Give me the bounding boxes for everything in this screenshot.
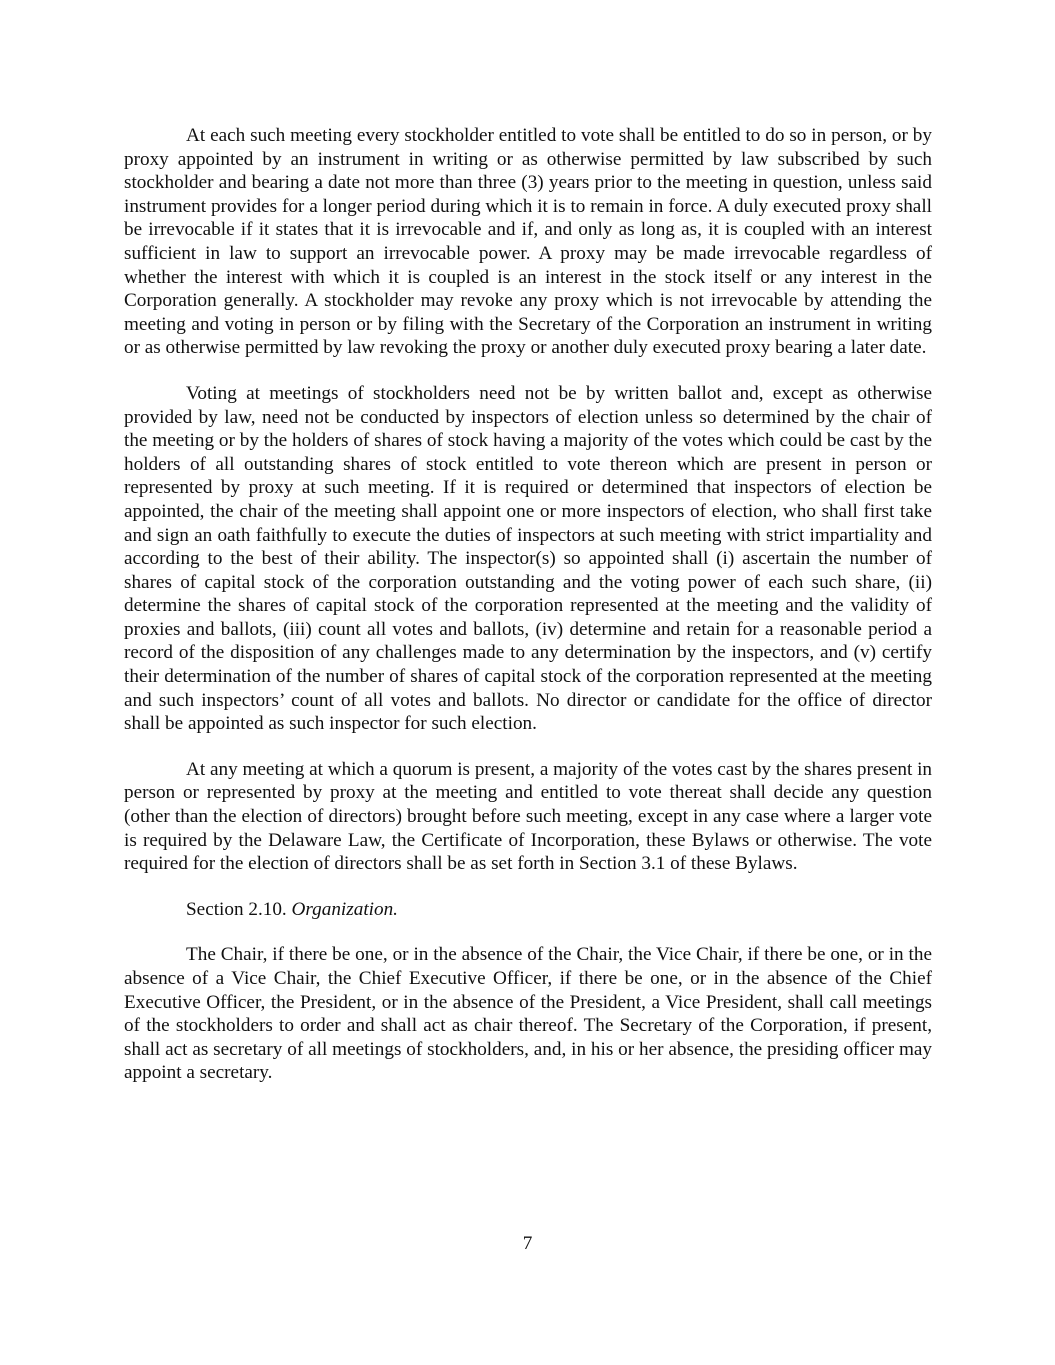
page-body bbox=[124, 124, 932, 1107]
section-heading-organization bbox=[124, 898, 932, 922]
section-number: Section 2.10. bbox=[186, 898, 287, 920]
paragraph-proxy-voting: At each such meeting every stockholder entitled to vote shall be entitled to do so in person, or by proxy appointed by an instrument in writing or as otherwise permitted by law subscribed by such stockholder and bearing a date not more than three (3) years prior to the meeting in question, unless said instrument provides for a longer period during which it is to remain in force. A duly executed proxy shall be irrevocable if it states that it is irrevocable and if, and only as long as, it is coupled with an interest sufficient in law to support an irrevocable power. A proxy may be made irrevocable regardless of whether the interest with which it is coupled is an interest in the stock itself or any interest in the Corporation generally. A stockholder may revoke any proxy which is not irrevocable by attending the meeting and voting in person or by filing with the Secretary of the Corporation an instrument in writing or as otherwise permitted by law revoking the proxy or another duly executed proxy bearing a later date. bbox=[124, 125, 932, 359]
paragraph-organization: The Chair, if there be one, or in the absence of the Chair, the Vice Chair, if there be one, or in the absence of a Vice Chair, the Chief Executive Officer, if there be one, or in the absence of the Chief Executive Officer, the President, or in the absence of the President, a Vice President, shall call meetings of the stockholders to order and shall act as chair thereof. The Secretary of the Corporation, if present, shall act as secretary of all meetings of stockholders, and, in his or her absence, the presiding officer may appoint a secretary. bbox=[124, 944, 932, 1084]
paragraph-quorum-majority: At any meeting at which a quorum is present, a majority of the votes cast by the shares present in person or represented by proxy at the meeting and entitled to vote thereat shall decide any question (other than the election of directors) brought before such meeting, except in any case where a larger vote is required by the Delaware Law, the Certificate of Incorporation, these Bylaws or otherwise. The vote required for the election of directors shall be as set forth in Section 3.1 of these Bylaws. bbox=[124, 758, 932, 875]
section-title: Organization. bbox=[291, 898, 398, 920]
paragraph-ballot-inspectors: Voting at meetings of stockholders need not be by written ballot and, except as otherwise provided by law, need not be conducted by inspectors of election unless so determined by the chair of the meeting or by the holders of shares of stock having a majority of the votes which could be cast by the holders of all outstanding shares of stock entitled to vote thereon which are present in person or represented by proxy at such meeting. If it is required or determined that inspectors of election be appointed, the chair of the meeting shall appoint one or more inspectors of election, who shall first take and sign an oath faithfully to execute the duties of inspectors at such meeting with strict impartiality and according to the best of their ability. The inspector(s) so appointed shall (i) ascertain the number of shares of capital stock of the corporation outstanding and the voting power of each such share, (ii) determine the shares of capital stock of the corporation represented at the meeting and the validity of proxies and ballots, (iii) count all votes and ballots, (iv) determine and retain for a reasonable period a record of the disposition of any challenges made to any determination by the inspectors, and (v) certify their determination of the number of shares of capital stock of the corporation represented at the meeting and such inspectors’ count of all votes and ballots. No director or candidate for the office of director shall be appointed as such inspector for such election. bbox=[124, 382, 932, 735]
page-number: 7 bbox=[522, 1233, 533, 1254]
